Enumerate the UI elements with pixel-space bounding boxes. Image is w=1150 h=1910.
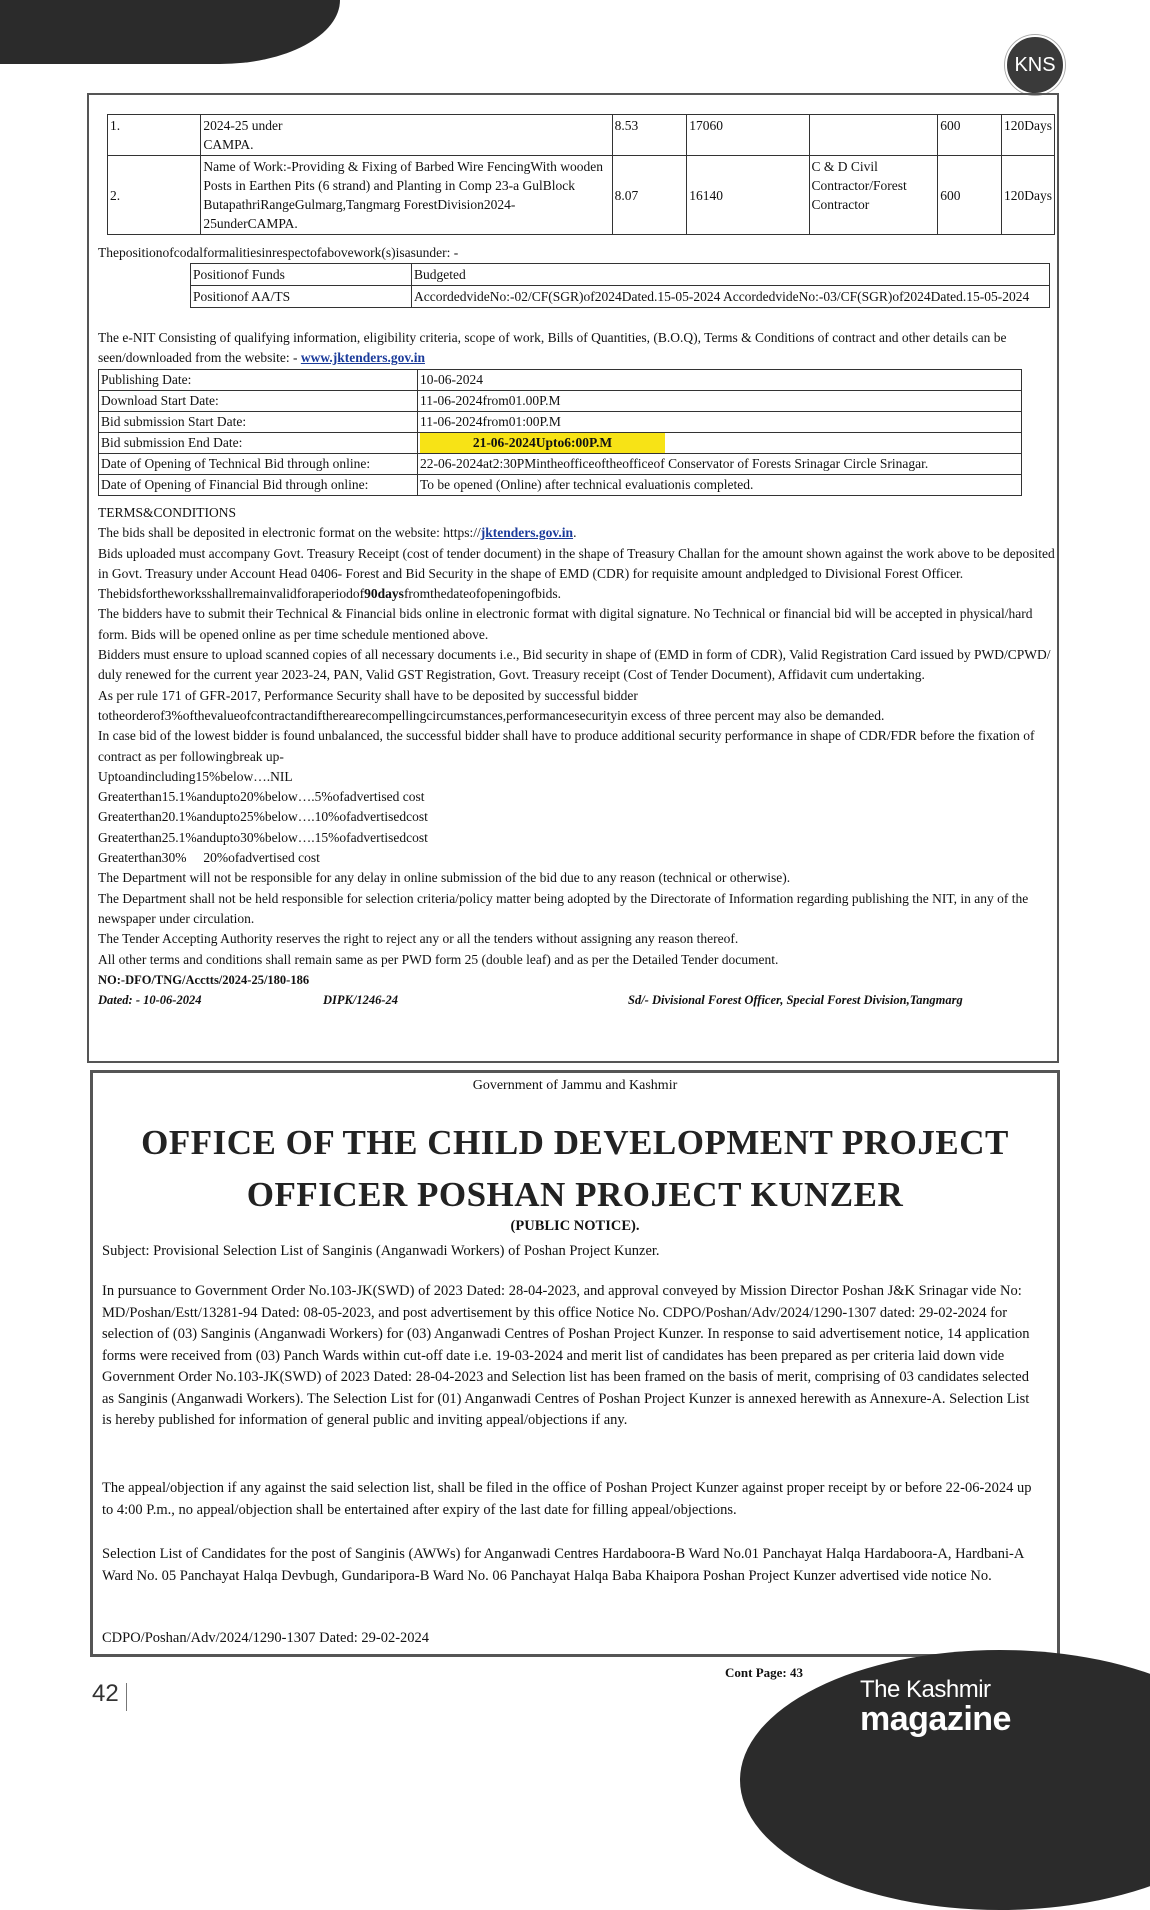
logo-line: magazine (860, 1700, 1011, 1738)
table-row (99, 391, 1022, 412)
table-cell: 17060 (687, 115, 809, 156)
slab-item: Greaterthan25.1%andupto30%below….15%ofadvertisedcost (98, 829, 428, 845)
term-item: The Department shall not be held responsible for selection criteria/policy matter being adopted by the Directorate of Information regarding publishing the NIT, in any of the newspaper under circulation. (98, 890, 1029, 926)
table-cell (418, 433, 1022, 454)
term-text: Thebidsfortheworksshallremainvalidforaperiodof (98, 586, 365, 602)
tender-website-link[interactable]: www.jktenders.gov.in (300, 350, 425, 366)
table-cell: 8.53 (612, 115, 687, 156)
table-cell (809, 115, 938, 156)
term-item: The Department will not be responsible for any delay in online submission of the bid due to any reason (technical or otherwise). (98, 870, 791, 886)
public-notice-label: (PUBLIC NOTICE). (510, 1218, 640, 1234)
logo-line: The Kashmir (860, 1676, 991, 1703)
dated: Dated: - 10-06-2024 (98, 993, 202, 1008)
page-number-divider (126, 1683, 127, 1711)
paragraph: The appeal/objection if any against the said selection list, shall be filed in the office of Poshan Project Kunzer against proper receipt by or before 22-06-2024 up to 4:00 P.m., no appeal/objection shall be entertained after expiry of the last date for filling appeal/objections. (102, 1480, 1032, 1518)
term-item: The bidders have to submit their Technical & Financial bids online in electronic format with digital signature. No Technical or financial bid will be accepted in physical/hard form. Bids will be opened online as per time schedule mentioned above. (98, 606, 1033, 642)
table-cell: Positionof Funds (191, 264, 412, 286)
term-text: The bids shall be deposited in electronic format on the website: https:// (98, 525, 481, 541)
term-text: 90days (364, 586, 404, 602)
signature-line (98, 990, 1058, 1008)
table-cell: C & D Civil Contractor/Forest Contractor (809, 156, 938, 235)
heading-line: OFFICER POSHAN PROJECT KUNZER (246, 1175, 904, 1214)
corner-decoration (0, 0, 340, 64)
schedule-table (98, 369, 1022, 496)
paragraph: Selection List of Candidates for the post of Sanginis (AWWs) for Anganwadi Centres Hardaboora-B Ward No.01 Panchayat Halqa Hardaboora-A, Hardbani-A Ward No. 05 Panchayat Halqa Devbugh, Gundaripora-B Ward No. 06 Panchayat Halqa Baba Khaipora Poshan Project Kunzer advertised vide notice No. (102, 1546, 1024, 1584)
table-cell: 8.07 (612, 156, 687, 235)
tender-notice (87, 93, 1059, 1063)
public-notice (90, 1070, 1060, 1657)
reference-number: NO:-DFO/TNG/Acctts/2024-25/180-186 (98, 972, 310, 987)
enit-paragraph (98, 328, 1058, 369)
slab-item: Greaterthan15.1%andupto20%below….5%ofadvertised cost (98, 789, 425, 805)
table-cell: 120Days (1002, 115, 1055, 156)
term-item: All other terms and conditions shall remain same as per PWD form 25 (double leaf) and as per the Detailed Tender document. (98, 951, 779, 967)
table-cell: To be opened (Online) after technical evaluationis completed. (418, 475, 1022, 496)
table-row (108, 115, 1055, 156)
notice-heading (93, 1117, 1057, 1221)
table-cell: 22-06-2024at2:30PMintheofficeoftheofficeof Conservator of Forests Srinagar Circle Srinagar. (418, 454, 1022, 475)
terms-heading: TERMS&CONDITIONS (98, 505, 237, 520)
slab-item: Uptoandincluding15%below….NIL (98, 768, 293, 784)
table-row (99, 454, 1022, 475)
table-cell: 10-06-2024 (418, 370, 1022, 391)
page-number: 42 (92, 1680, 119, 1707)
table-cell: Budgeted (412, 264, 1050, 286)
table-cell: Date of Opening of Technical Bid through online: (99, 454, 418, 475)
government-line: Government of Jammu and Kashmir (472, 1078, 678, 1093)
kns-logo: KNS (1005, 35, 1065, 95)
term-item: Bidders must ensure to upload scanned copies of all necessary documents i.e., Bid security in shape of (EMD in form of CDR), Valid Registration Card issued by PWD/CPWD/ duly renewed for the current year 2023-24, PAN, Valid GST Registration, Govt. Treasury receipt (Cost of Tender Document), Affidavit cum undertaking. (98, 647, 1051, 683)
table-cell: Positionof AA/TS (191, 286, 412, 308)
continued-page: Cont Page: 43 (725, 1665, 803, 1680)
table-cell: Name of Work:-Providing & Fixing of Barbed Wire FencingWith wooden Posts in Earthen Pits (6 strand) and Planting in Comp 23-a GulBlock ButapathriRangeGulmarg,Tangmarg ForestDivision2024-25underCAMPA. (201, 156, 612, 235)
table-row (108, 156, 1055, 235)
table-row (99, 370, 1022, 391)
paragraph: CDPO/Poshan/Adv/2024/1290-1307 Dated: 29-02-2024 (102, 1630, 430, 1646)
term-item: totheorderof3%ofthevalueofcontractandiftherearecompellingcircumstances,performancesecurityin excess of three percent may also be demanded. (98, 707, 885, 723)
table-cell: Date of Opening of Financial Bid through online: (99, 475, 418, 496)
table-cell: Download Start Date: (99, 391, 418, 412)
table-row (99, 433, 1022, 454)
table-cell: 11-06-2024from01.00P.M (418, 391, 1022, 412)
term-text: . (573, 525, 577, 541)
term-item: The Tender Accepting Authority reserves the right to reject any or all the tenders without assigning any reason thereof. (98, 931, 739, 947)
table-cell: 11-06-2024from01:00P.M (418, 412, 1022, 433)
term-item: Bids uploaded must accompany Govt. Treasury Receipt (cost of tender document) in the shape of Treasury Challan for the amount shown against the work above to be deposited in Govt. Treasury under Account Head 0406- Forest and Bid Security in the shape of EMD (CDR) for requisite amount andpledged to Divisional Forest Officer. (98, 545, 1055, 581)
slab-item: Greaterthan30% 20%ofadvertised cost (98, 850, 320, 866)
table-cell: 120Days (1002, 156, 1055, 235)
position-intro: Thepositionofcodalformalitiesinrespectofabovework(s)isasunder: - (98, 245, 459, 260)
paragraph: In pursuance to Government Order No.103-JK(SWD) of 2023 Dated: 28-04-2023, and approval conveyed by Mission Director Poshan J&K Srinagar vide No: MD/Poshan/Estt/13281-94 Dated: 08-05-2023, and post advertisement by this office Notice No. CDPO/Poshan/Adv/2024/1290-1307 dated: 29-02-2024 for selection of (03) Sanginis (Anganwadi Workers) for (03) Anganwadi Centres of Poshan Project Kunzer. In response to said advertisement notice, 14 application forms were received from (03) Panch Wards within cut-off date i.e. 19-03-2024 and merit list of candidates has been prepared as per criteria laid down vide Government Order No.103-JK(SWD) of 2023 Dated: 28-04-2023 and Selection list has been framed on the basis of merit, comprising of 03 candidates selected as Sanginis (Anganwadi Workers). The Selection List for (01) Anganwadi Centres of Poshan Project Kunzer is annexed herewith as Annexure-A. Selection List is hereby published for information of general public and inviting appeal/objections if any. (102, 1283, 1030, 1428)
term-item (98, 523, 1058, 543)
table-row (191, 286, 1050, 308)
signatory: Sd/- Divisional Forest Officer, Special Forest Division,Tangmarg (628, 993, 963, 1008)
position-table (190, 263, 1050, 308)
works-table (107, 114, 1055, 235)
term-item: As per rule 171 of GFR-2017, Performance Security shall have to be deposited by successful bidder (98, 687, 638, 703)
table-row (99, 475, 1022, 496)
terms-section (98, 503, 1058, 1008)
highlighted-end-date: 21-06-2024Upto6:00P.M (420, 433, 665, 453)
table-cell: AccordedvideNo:-02/CF(SGR)of2024Dated.15-05-2024 AccordedvideNo:-03/CF(SGR)of2024Dated.15-05-2024 (412, 286, 1050, 308)
term-item (98, 584, 1058, 604)
table-cell: 1. (108, 115, 201, 156)
table-cell: Bid submission End Date: (99, 433, 418, 454)
enit-text: The e-NIT Consisting of qualifying information, eligibility criteria, scope of work, Bills of Quantities, (B.O.Q), Terms & Conditions of contract and other details can be seen/downloaded from the website: - (98, 330, 1007, 366)
term-text: fromthedateofopeningofbids. (403, 586, 562, 602)
magazine-logo (860, 1676, 1011, 1738)
tender-website-link[interactable]: jktenders.gov.in (480, 525, 574, 541)
table-cell: Publishing Date: (99, 370, 418, 391)
subject-line: Subject: Provisional Selection List of Sanginis (Anganwadi Workers) of Poshan Project Kunzer. (102, 1243, 660, 1259)
heading-line: OFFICE OF THE CHILD DEVELOPMENT PROJECT (141, 1123, 1009, 1162)
table-cell: Bid submission Start Date: (99, 412, 418, 433)
term-item: In case bid of the lowest bidder is found unbalanced, the successful bidder shall have to produce additional security performance in shape of CDR/FDR before the fixation of contract as per followingbreak up- (98, 728, 1035, 764)
table-cell: 16140 (687, 156, 809, 235)
table-row (191, 264, 1050, 286)
table-cell: 600 (938, 156, 1002, 235)
dipk-number: DIPK/1246-24 (323, 993, 398, 1008)
table-row (99, 412, 1022, 433)
table-cell: 600 (938, 115, 1002, 156)
table-cell: 2024-25 under CAMPA. (201, 115, 612, 156)
slab-item: Greaterthan20.1%andupto25%below….10%ofadvertisedcost (98, 809, 428, 825)
table-cell: 2. (108, 156, 201, 235)
